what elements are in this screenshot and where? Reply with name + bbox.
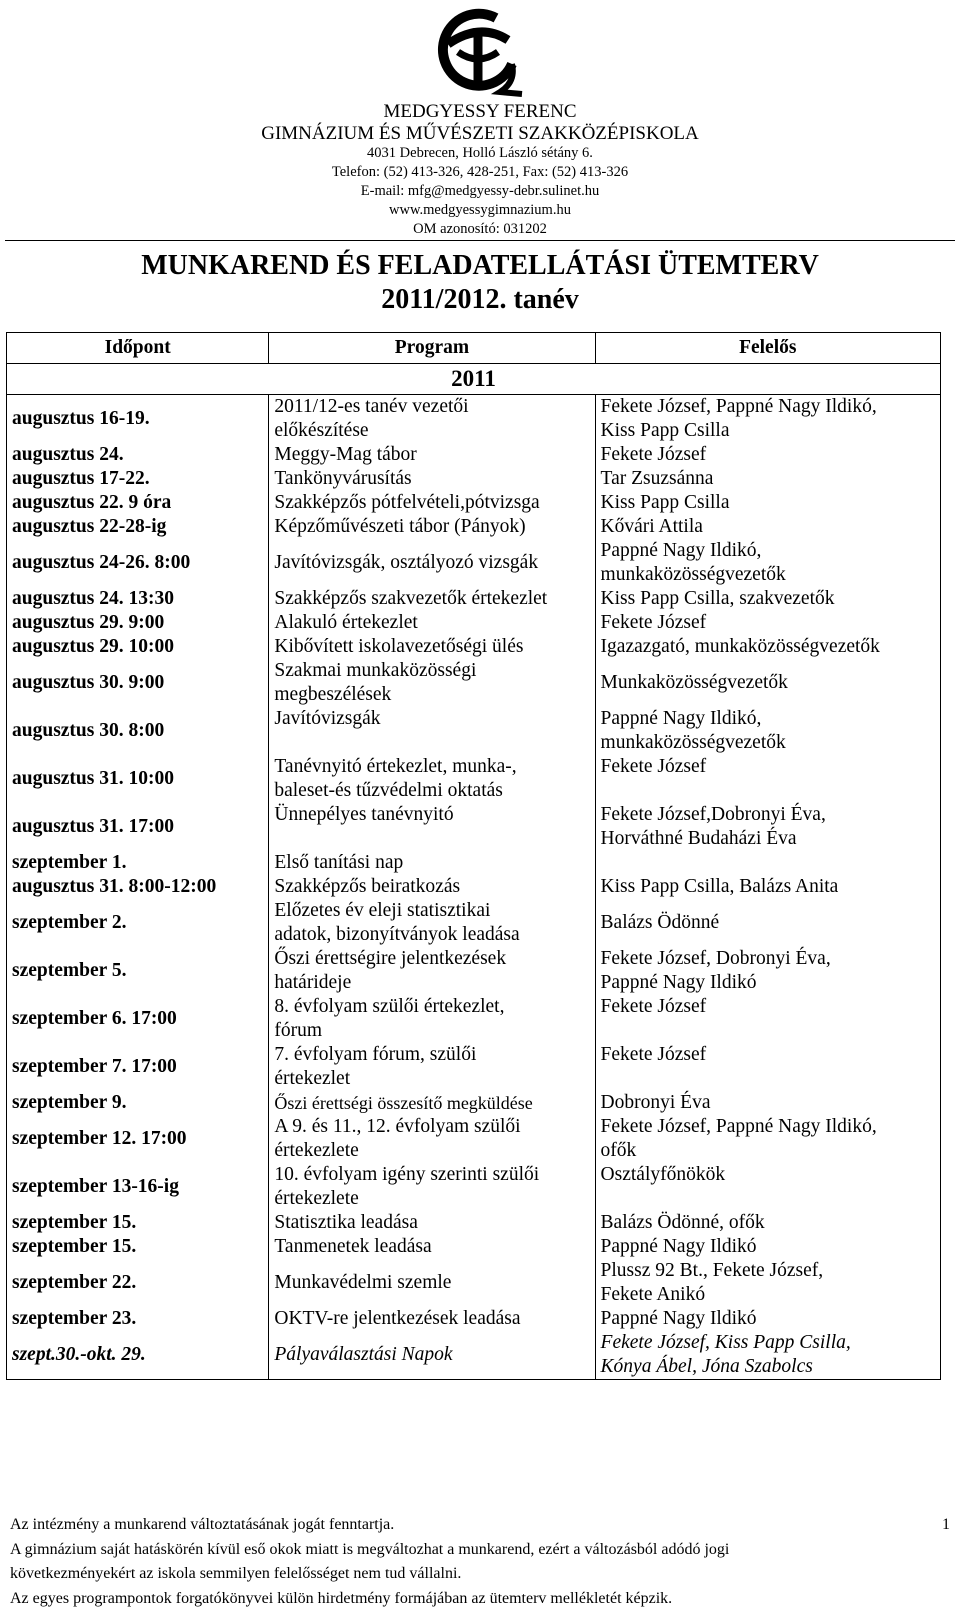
table-row: [7, 1331, 941, 1380]
responsible-cell: [595, 395, 940, 444]
responsible-cell-line: Fekete József: [600, 1044, 707, 1065]
responsible-cell-line: Tar Zsuzsánna: [600, 468, 714, 489]
date-cell-line: augusztus 24-26. 8:00: [12, 552, 191, 573]
program-cell-line: 2011/12-es tanév vezetői: [274, 396, 469, 417]
date-cell: [7, 539, 269, 587]
date-cell-line: augusztus 29. 10:00: [12, 636, 174, 657]
date-cell: [7, 659, 269, 707]
school-website: www.medgyessygimnazium.hu: [389, 202, 571, 218]
responsible-cell-line: Fekete József: [600, 612, 707, 633]
program-cell: [269, 1211, 595, 1235]
program-cell: [269, 1115, 595, 1163]
responsible-cell: [595, 1043, 940, 1091]
table-row: [7, 539, 941, 587]
responsible-cell: [595, 1307, 940, 1331]
date-cell-line: szeptember 7. 17:00: [12, 1056, 177, 1077]
table-header-row: [7, 333, 941, 364]
document-title: MUNKAREND ÉS FELADATELLÁTÁSI ÜTEMTERV: [141, 250, 819, 281]
table-row: [7, 611, 941, 635]
table-row: [7, 395, 941, 444]
program-cell-line: Szakképzős pótfelvételi,pótvizsga: [274, 492, 540, 513]
table-row: [7, 443, 941, 467]
responsible-cell-line: Horváthné Budaházi Éva: [600, 828, 797, 849]
date-cell-line: augusztus 31. 10:00: [12, 768, 174, 789]
school-header: [0, 102, 960, 241]
date-cell: [7, 587, 269, 611]
date-cell-line: augusztus 24. 13:30: [12, 588, 174, 609]
date-cell-line: augusztus 16-19.: [12, 408, 150, 429]
school-om-id: OM azonosító: 031202: [413, 221, 547, 237]
program-cell: [269, 515, 595, 539]
footer-annex-note: Az egyes programpontok forgatókönyvei külön hirdetmény formájában az ütemterv mellékletét képzik.: [10, 1589, 673, 1607]
school-name-line1: MEDGYESSY FERENC: [383, 101, 577, 122]
program-cell-line: adatok, bizonyítványok leadása: [274, 924, 520, 945]
responsible-cell: [595, 1091, 940, 1115]
date-cell: [7, 947, 269, 995]
table-row: [7, 1115, 941, 1163]
date-cell: [7, 1091, 269, 1115]
footer-rights-note: Az intézmény a munkarend változtatásának jogát fenntartja.: [10, 1516, 395, 1533]
responsible-cell: [595, 851, 940, 875]
responsible-cell-line: Fekete József, Dobronyi Éva,: [600, 948, 831, 969]
school-phone: Telefon: (52) 413-326, 428-251, Fax: (52) 413-326: [331, 164, 629, 180]
date-cell: [7, 1235, 269, 1259]
date-cell-line: szeptember 2.: [12, 912, 127, 933]
responsible-cell-line: Plussz 92 Bt., Fekete József,: [600, 1260, 824, 1281]
date-cell-line: szept.30.-okt. 29.: [12, 1344, 146, 1365]
program-cell-line: 8. évfolyam szülői értekezlet,: [274, 996, 505, 1017]
responsible-cell: [595, 467, 940, 491]
date-cell-line: augusztus 30. 8:00: [12, 720, 165, 741]
program-cell-line: határideje: [274, 972, 352, 993]
program-cell: [269, 1235, 595, 1259]
table-row: [7, 1259, 941, 1307]
column-header-date: Időpont: [7, 333, 269, 364]
program-cell-line: Pályaválasztási Napok: [274, 1344, 453, 1365]
responsible-cell: [595, 491, 940, 515]
program-cell: [269, 1259, 595, 1307]
responsible-cell: [595, 899, 940, 947]
date-cell-line: szeptember 5.: [12, 960, 127, 981]
program-cell-line: Őszi érettségire jelentkezések: [274, 948, 507, 969]
date-cell: [7, 755, 269, 803]
date-cell: [7, 395, 269, 444]
program-cell-line: fórum: [274, 1020, 323, 1041]
date-cell-line: augusztus 24.: [12, 444, 124, 465]
responsible-cell-line: Fekete József, Pappné Nagy Ildikó,: [600, 396, 877, 417]
program-cell-line: Kibővített iskolavezetőségi ülés: [274, 636, 524, 657]
responsible-cell-line: Munkaközösségvezetők: [600, 672, 788, 693]
program-cell-line: baleset-és tűzvédelmi oktatás: [274, 780, 503, 801]
program-cell: [269, 467, 595, 491]
program-cell: [269, 1091, 595, 1115]
date-cell-line: augusztus 22. 9 óra: [12, 492, 172, 513]
responsible-cell-line: Fekete József: [600, 756, 707, 777]
program-cell-line: értekezlete: [274, 1188, 359, 1209]
table-row: [7, 875, 941, 899]
date-cell: [7, 1163, 269, 1211]
program-cell-line: Szakképzős szakvezetők értekezlet: [274, 588, 548, 609]
program-cell-line: Alakuló értekezlet: [274, 612, 418, 633]
program-cell-line: Szakképzős beiratkozás: [274, 876, 461, 897]
date-cell-line: augusztus 30. 9:00: [12, 672, 165, 693]
program-cell: [269, 947, 595, 995]
header-divider: [5, 240, 955, 241]
responsible-cell-line: ofők: [600, 1140, 637, 1161]
date-cell: [7, 875, 269, 899]
program-cell: [269, 1331, 595, 1380]
responsible-cell-line: Kiss Papp Csilla, Balázs Anita: [600, 876, 839, 897]
responsible-cell: [595, 947, 940, 995]
program-cell-line: Javítóvizsgák: [274, 708, 381, 729]
program-cell: [269, 755, 595, 803]
date-cell-line: szeptember 22.: [12, 1272, 137, 1293]
page-number: 1: [942, 1516, 950, 1533]
responsible-cell: [595, 539, 940, 587]
responsible-cell-line: Kővári Attila: [600, 516, 703, 537]
responsible-cell: [595, 611, 940, 635]
program-cell: [269, 875, 595, 899]
school-email: E-mail: mfg@medgyessy-debr.sulinet.hu: [360, 183, 600, 199]
responsible-cell: [595, 1331, 940, 1380]
school-address: 4031 Debrecen, Holló László sétány 6.: [367, 145, 593, 161]
responsible-cell: [595, 587, 940, 611]
table-row: [7, 1163, 941, 1211]
table-row: [7, 1211, 941, 1235]
year-label: 2011: [7, 364, 941, 395]
responsible-cell-line: Kiss Papp Csilla: [600, 492, 730, 513]
program-cell-line: Első tanítási nap: [274, 852, 404, 873]
column-header-program: Program: [269, 333, 595, 364]
program-cell: [269, 635, 595, 659]
date-cell-line: augusztus 17-22.: [12, 468, 150, 489]
date-cell-line: szeptember 1.: [12, 852, 127, 873]
date-cell: [7, 1307, 269, 1331]
date-cell-line: augusztus 31. 8:00-12:00: [12, 876, 217, 897]
program-cell-line: Tanmenetek leadása: [274, 1236, 432, 1257]
table-row: [7, 899, 941, 947]
responsible-cell: [595, 515, 940, 539]
date-cell-line: augusztus 22-28-ig: [12, 516, 167, 537]
program-cell-line: értekezlet: [274, 1068, 351, 1089]
date-cell: [7, 1211, 269, 1235]
date-cell: [7, 515, 269, 539]
program-cell-line: megbeszélések: [274, 684, 392, 705]
table-row: [7, 587, 941, 611]
footer-disclaimer-2: következményekért az iskola semmilyen felelősséget nem tud vállalni.: [10, 1565, 462, 1582]
date-cell-line: szeptember 15.: [12, 1236, 137, 1257]
responsible-cell: [595, 707, 940, 755]
page-footer: [10, 1513, 950, 1611]
responsible-cell-line: Fekete József, Pappné Nagy Ildikó,: [600, 1116, 877, 1137]
program-cell: [269, 1307, 595, 1331]
date-cell: [7, 467, 269, 491]
date-cell-line: szeptember 12. 17:00: [12, 1128, 187, 1149]
date-cell: [7, 1331, 269, 1380]
date-cell: [7, 1043, 269, 1091]
date-cell: [7, 995, 269, 1043]
date-cell: [7, 1259, 269, 1307]
table-row: [7, 491, 941, 515]
program-cell-line: Munkavédelmi szemle: [274, 1272, 452, 1293]
program-cell-line: OKTV-re jelentkezések leadása: [274, 1308, 521, 1329]
program-cell-line: A 9. és 11., 12. évfolyam szülői: [274, 1116, 521, 1137]
date-cell: [7, 443, 269, 467]
table-row: [7, 803, 941, 851]
table-row: [7, 1307, 941, 1331]
school-logo-icon: [430, 4, 530, 102]
responsible-cell-line: Balázs Ödönné: [600, 912, 720, 933]
responsible-cell: [595, 803, 940, 851]
table-row: [7, 1235, 941, 1259]
date-cell: [7, 611, 269, 635]
date-cell-line: szeptember 6. 17:00: [12, 1008, 177, 1029]
table-row: [7, 995, 941, 1043]
responsible-cell-line: Fekete József: [600, 444, 707, 465]
responsible-cell: [595, 1235, 940, 1259]
table-row: [7, 515, 941, 539]
responsible-cell: [595, 659, 940, 707]
program-cell-line: Statisztika leadása: [274, 1212, 418, 1233]
program-cell-line: 7. évfolyam fórum, szülői: [274, 1044, 477, 1065]
program-cell-line: Ünnepélyes tanévnyitó: [274, 804, 454, 825]
program-cell-line: Tanévnyitó értekezlet, munka-,: [274, 756, 517, 777]
school-name-line2: GIMNÁZIUM ÉS MŰVÉSZETI SZAKKÖZÉPISKOLA: [261, 123, 699, 144]
table-row: [7, 755, 941, 803]
date-cell: [7, 899, 269, 947]
responsible-cell-line: Kiss Papp Csilla, szakvezetők: [600, 588, 835, 609]
table-row: [7, 635, 941, 659]
program-cell-line: Tankönyvárusítás: [274, 468, 412, 489]
program-cell-line: előkészítése: [274, 420, 369, 441]
date-cell: [7, 1115, 269, 1163]
responsible-cell: [595, 1163, 940, 1211]
responsible-cell-line: Fekete József, Kiss Papp Csilla,: [600, 1332, 851, 1353]
date-cell-line: augusztus 31. 17:00: [12, 816, 174, 837]
program-cell-line: Képzőművészeti tábor (Pányok): [274, 516, 526, 537]
responsible-cell-line: Pappné Nagy Ildikó: [600, 1236, 757, 1257]
program-cell: [269, 395, 595, 444]
date-cell: [7, 491, 269, 515]
responsible-cell: [595, 1115, 940, 1163]
schedule-table: [6, 332, 941, 1380]
table-row: [7, 467, 941, 491]
footer-disclaimer-1: A gimnázium saját hatáskörén kívül eső okok miatt is megváltozhat a munkarend, ezért a változásból adódó jogi: [10, 1540, 730, 1558]
date-cell-line: szeptember 13-16-ig: [12, 1176, 179, 1197]
program-cell: [269, 1043, 595, 1091]
program-cell: [269, 491, 595, 515]
program-cell-line: Szakmai munkaközösségi: [274, 660, 477, 681]
table-row: [7, 1043, 941, 1091]
program-cell-line: 10. évfolyam igény szerinti szülői: [274, 1164, 540, 1185]
program-cell: [269, 659, 595, 707]
program-cell-line: Javítóvizsgák, osztályozó vizsgák: [274, 552, 539, 573]
responsible-cell: [595, 875, 940, 899]
table-row: [7, 947, 941, 995]
date-cell-line: szeptember 23.: [12, 1308, 137, 1329]
date-cell: [7, 707, 269, 755]
date-cell: [7, 851, 269, 875]
responsible-cell-line: Osztályfőnökök: [600, 1164, 726, 1185]
program-cell: [269, 1163, 595, 1211]
document-subtitle: 2011/2012. tanév: [381, 284, 579, 315]
responsible-cell-line: Kónya Ábel, Jóna Szabolcs: [600, 1356, 813, 1377]
responsible-cell-line: Pappné Nagy Ildikó: [600, 1308, 757, 1329]
table-row: [7, 659, 941, 707]
table-row: [7, 1091, 941, 1115]
responsible-cell-line: Pappné Nagy Ildikó,: [600, 540, 762, 561]
responsible-cell: [595, 1211, 940, 1235]
program-cell: [269, 995, 595, 1043]
date-cell: [7, 803, 269, 851]
responsible-cell-line: Balázs Ödönné, ofők: [600, 1212, 765, 1233]
program-cell: [269, 539, 595, 587]
program-cell: [269, 803, 595, 851]
responsible-cell-line: Fekete József,Dobronyi Éva,: [600, 804, 826, 825]
responsible-cell: [595, 995, 940, 1043]
responsible-cell-line: munkaközösségvezetők: [600, 564, 786, 585]
program-cell: [269, 899, 595, 947]
responsible-cell: [595, 635, 940, 659]
responsible-cell-line: [601, 851, 935, 875]
date-cell-line: augusztus 29. 9:00: [12, 612, 165, 633]
date-cell: [7, 635, 269, 659]
responsible-cell-line: Pappné Nagy Ildikó,: [600, 708, 762, 729]
responsible-cell: [595, 1259, 940, 1307]
table-row: [7, 851, 941, 875]
responsible-cell: [595, 443, 940, 467]
responsible-cell-line: munkaközösségvezetők: [600, 732, 786, 753]
program-cell: [269, 851, 595, 875]
responsible-cell-line: Pappné Nagy Ildikó: [600, 972, 757, 993]
program-cell-line: Meggy-Mag tábor: [274, 444, 417, 465]
responsible-cell: [595, 755, 940, 803]
program-cell: [269, 611, 595, 635]
table-row: [7, 707, 941, 755]
date-cell-line: szeptember 15.: [12, 1212, 137, 1233]
responsible-cell-line: Igazazgató, munkaközösségvezetők: [600, 636, 880, 657]
responsible-cell-line: Fekete József: [600, 996, 707, 1017]
year-row: [7, 364, 941, 395]
program-cell-line: Őszi érettségi összesítő megküldése: [274, 1093, 533, 1113]
program-cell: [269, 707, 595, 755]
program-cell-line: értekezlete: [274, 1140, 359, 1161]
responsible-cell-line: Fekete Anikó: [600, 1284, 706, 1305]
responsible-cell-line: Dobronyi Éva: [600, 1092, 711, 1113]
program-cell: [269, 587, 595, 611]
responsible-cell-line: Kiss Papp Csilla: [600, 420, 730, 441]
program-cell-line: Előzetes év eleji statisztikai: [274, 900, 491, 921]
date-cell-line: szeptember 9.: [12, 1092, 127, 1113]
program-cell: [269, 443, 595, 467]
column-header-responsible: Felelős: [595, 333, 940, 364]
